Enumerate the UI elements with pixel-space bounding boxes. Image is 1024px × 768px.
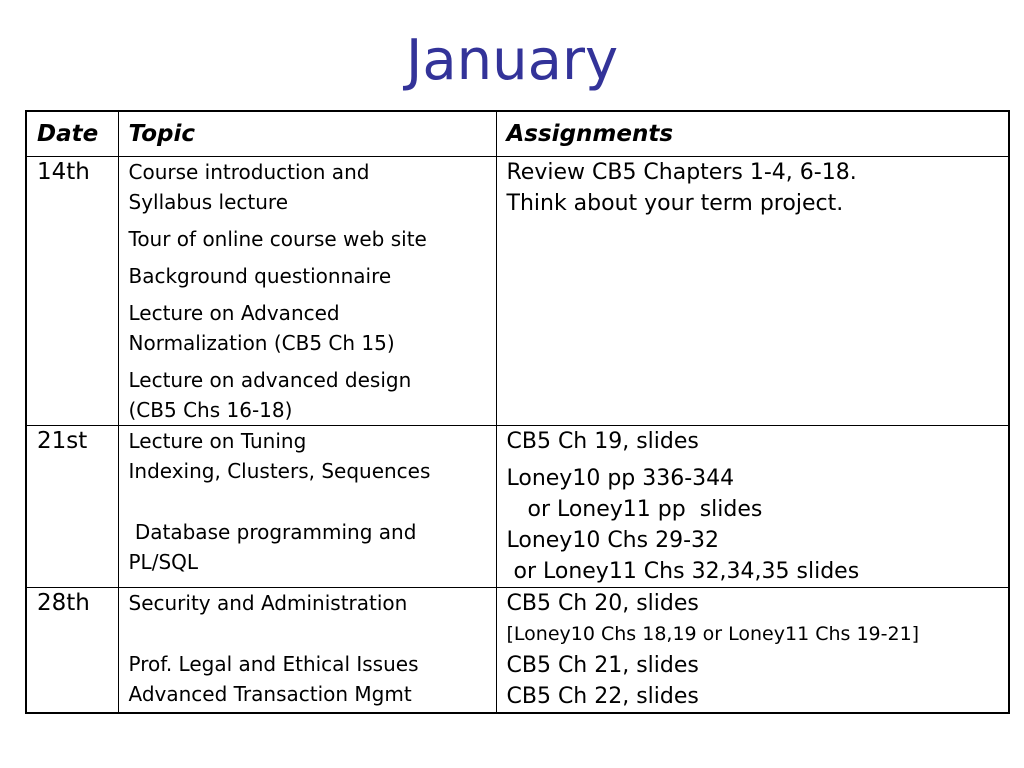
assignment-line: CB5 Ch 22, slides	[506, 684, 699, 709]
assignment-line: CB5 Ch 21, slides	[506, 653, 699, 678]
topic-line: Indexing, Clusters, Sequences	[128, 459, 431, 483]
topic-line: Tour of online course web site	[128, 227, 427, 251]
table-row	[26, 426, 1009, 588]
assignments-cell	[496, 588, 1009, 714]
topic-line: Lecture on Advanced	[128, 301, 340, 325]
topic-line: Database programming and	[128, 520, 417, 544]
topic-line: Syllabus lecture	[128, 190, 289, 214]
assignment-line: Loney10 Chs 29-32	[506, 528, 720, 553]
topic-line: PL/SQL	[128, 550, 199, 574]
assignment-line: Review CB5 Chapters 1-4, 6-18.	[506, 160, 857, 185]
spacer	[129, 618, 486, 649]
schedule-table	[25, 110, 1010, 714]
header-row	[26, 111, 1009, 157]
assignment-line: or Loney11 Chs 32,34,35 slides	[506, 559, 860, 584]
topic-line: Advanced Transaction Mgmt	[128, 682, 412, 706]
assignment-line: Loney10 pp 336-344	[506, 466, 735, 491]
slide-title: January	[405, 28, 619, 93]
assignment-line: or Loney11 pp slides	[506, 497, 763, 522]
header-assignments: Assignments	[496, 111, 1009, 157]
topic-line: Lecture on advanced design	[128, 368, 412, 392]
assignment-line: [Loney10 Chs 18,19 or Loney11 Chs 19-21]	[506, 623, 920, 645]
topic-item	[129, 365, 486, 425]
topic-line: Security and Administration	[128, 591, 408, 615]
spacer	[129, 486, 486, 517]
assignments-cell	[496, 426, 1009, 588]
topic-cell	[118, 426, 496, 588]
header-date: Date	[26, 111, 118, 157]
assignment-line: CB5 Ch 19, slides	[506, 429, 699, 454]
topic-item	[129, 157, 486, 217]
topic-line: Lecture on Tuning	[128, 429, 307, 453]
topic-line: Prof. Legal and Ethical Issues	[128, 652, 419, 676]
topic-line: Background questionnaire	[128, 264, 392, 288]
topic-item	[129, 224, 486, 254]
header-topic: Topic	[118, 111, 496, 157]
assignment-line: Think about your term project.	[506, 191, 844, 216]
topic-cell	[118, 588, 496, 714]
topic-cell	[118, 157, 496, 426]
topic-line: (CB5 Chs 16-18)	[128, 398, 293, 422]
date-cell: 14th	[26, 157, 118, 426]
assignment-line: CB5 Ch 20, slides	[506, 591, 699, 616]
topic-item	[129, 298, 486, 358]
table-row	[26, 588, 1009, 714]
topic-line: Normalization (CB5 Ch 15)	[128, 331, 395, 355]
topic-item	[129, 261, 486, 291]
table-row	[26, 157, 1009, 426]
assignments-cell	[496, 157, 1009, 426]
date-cell: 21st	[26, 426, 118, 588]
date-cell: 28th	[26, 588, 118, 714]
topic-line: Course introduction and	[128, 160, 370, 184]
